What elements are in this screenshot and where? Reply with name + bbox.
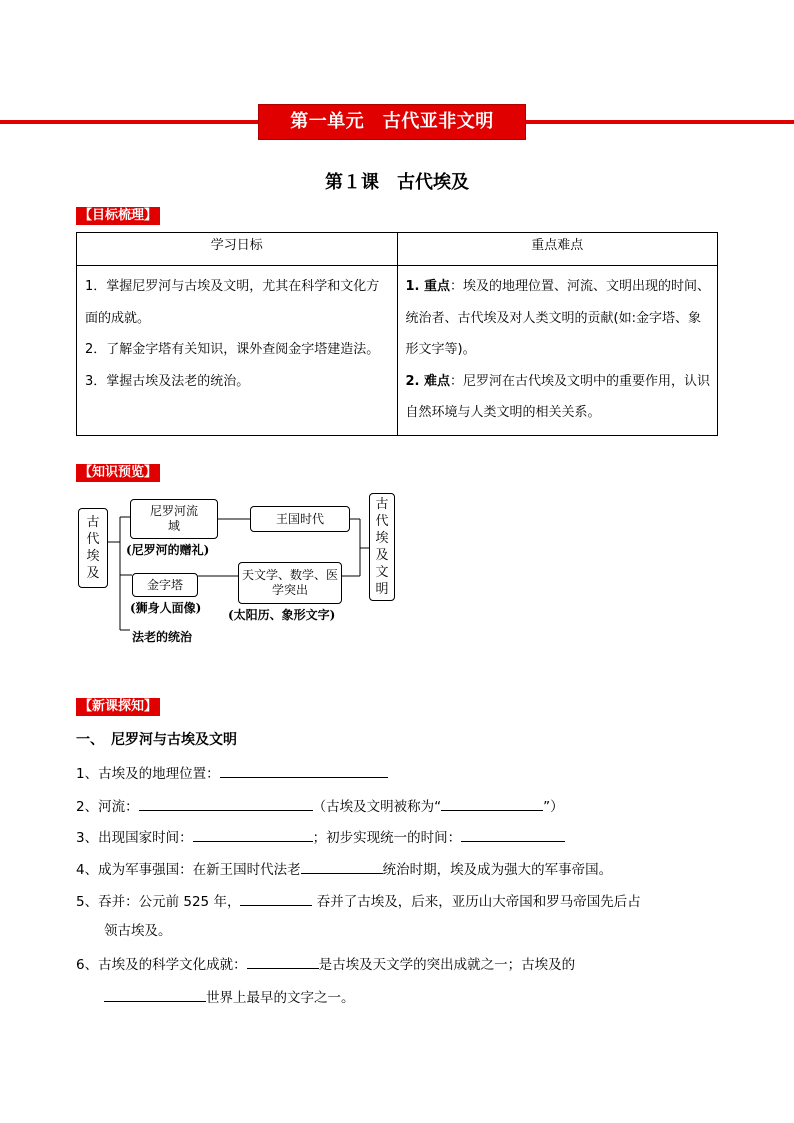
diagram-pharaoh-label: 法老的统治 <box>132 630 193 644</box>
key-point-text: ：埃及的地理位置、河流、文明出现的时间、统治者、古代埃及对人类文明的贡献(如:金字塔、象形文字等)。 <box>405 279 711 357</box>
question-3-text: ；初步实现统一的时间： <box>312 830 462 846</box>
learning-goals-cell <box>77 266 398 436</box>
question-5-continuation: 领古埃及。 <box>104 923 172 939</box>
question-4-text: 统治时期，埃及成为强大的军事帝国。 <box>382 862 613 878</box>
diagram-pyramid-box <box>132 573 198 597</box>
question-1 <box>76 762 388 782</box>
key-point-label: 1. 重点 <box>405 279 451 294</box>
diagram-pyramid-note: (狮身人面像) <box>130 601 202 615</box>
question-3 <box>76 826 565 846</box>
unit-title-banner: 第一单元 古代亚非文明 <box>258 104 526 140</box>
learning-goal-item: 1．掌握尼罗河与古埃及文明，尤其在科学和文化方面的成就。 <box>85 279 380 326</box>
diagram-result-label: 古代埃及文明 <box>375 497 389 597</box>
question-2-text: （古埃及文明被称为“ <box>312 799 442 815</box>
answer-blank[interactable] <box>240 891 312 906</box>
section-heading: 一、 尼罗河与古埃及文明 <box>76 732 237 748</box>
difficulty-label: 2. 难点 <box>405 373 451 389</box>
diagram-result-box <box>369 493 395 601</box>
question-6-text: 6、古埃及的科学文化成就： <box>76 957 247 973</box>
diagram-root-label: 古代埃及 <box>86 515 100 581</box>
question-5-text: 5、吞并：公元前 525 年， <box>76 894 241 910</box>
goals-section-tag: 【目标梳理】 <box>76 207 160 225</box>
difficulty-item <box>406 366 712 429</box>
question-6-text: 世界上最早的文字之一。 <box>206 990 355 1006</box>
answer-blank[interactable] <box>220 763 388 778</box>
question-2-text: ”） <box>543 799 564 815</box>
diagram-river-note: (尼罗河的赠礼) <box>126 543 210 557</box>
table-header-key-points: 重点难点 <box>397 233 718 266</box>
diagram-kingdom-label: 王国时代 <box>275 511 324 526</box>
question-4-text: 4、成为军事强国：在新王国时代法老 <box>76 862 301 878</box>
lesson-title: 第１课 古代埃及 <box>325 172 469 193</box>
answer-blank[interactable] <box>247 954 319 969</box>
question-3-text: 3、出现国家时间： <box>76 830 193 846</box>
answer-blank[interactable] <box>139 796 313 811</box>
question-2 <box>76 795 564 815</box>
diagram-river-label: 尼罗河流域 <box>149 504 198 533</box>
question-1-text: 1、古埃及的地理位置： <box>76 766 220 782</box>
answer-blank[interactable] <box>461 827 565 842</box>
objectives-table <box>76 232 718 436</box>
answer-blank[interactable] <box>104 987 206 1002</box>
question-4 <box>76 858 612 878</box>
preview-section-tag: 【知识预览】 <box>76 464 160 482</box>
diagram-pyramid-label: 金字塔 <box>146 577 183 592</box>
diagram-root-box <box>78 508 108 588</box>
question-5-text: 吞并了古埃及，后来，亚历山大帝国和罗马帝国先后占 <box>316 894 641 910</box>
answer-blank[interactable] <box>301 859 383 874</box>
diagram-science-box <box>238 562 342 604</box>
key-points-cell <box>397 266 718 436</box>
question-5 <box>76 890 641 910</box>
diagram-river-box <box>130 499 218 539</box>
difficulty-text: ：尼罗河在古代埃及文明中的重要作用，认识自然环境与人类文明的相关关系。 <box>405 373 711 420</box>
table-header-learning-goals: 学习日标 <box>77 233 398 266</box>
answer-blank[interactable] <box>441 796 543 811</box>
diagram-science-note: (太阳历、象形文字) <box>228 608 336 622</box>
question-2-text: 2、河流： <box>76 799 139 815</box>
question-6 <box>76 953 575 973</box>
diagram-science-label: 天文学、数学、医学突出 <box>242 568 339 597</box>
key-point-item <box>406 271 712 366</box>
learning-goal-item: 3．掌握古埃及法老的统治。 <box>85 373 250 389</box>
diagram-kingdom-box <box>250 506 350 532</box>
learning-goal-item: 2．了解金字塔有关知识，课外查阅金字塔建造法。 <box>85 342 380 357</box>
knowledge-diagram-connectors <box>0 490 794 650</box>
question-6-continuation <box>104 986 355 1006</box>
question-6-text: 是古埃及天文学的突出成就之一；古埃及的 <box>318 957 576 973</box>
new-lesson-section-tag: 【新课探知】 <box>76 698 160 716</box>
answer-blank[interactable] <box>193 827 313 842</box>
